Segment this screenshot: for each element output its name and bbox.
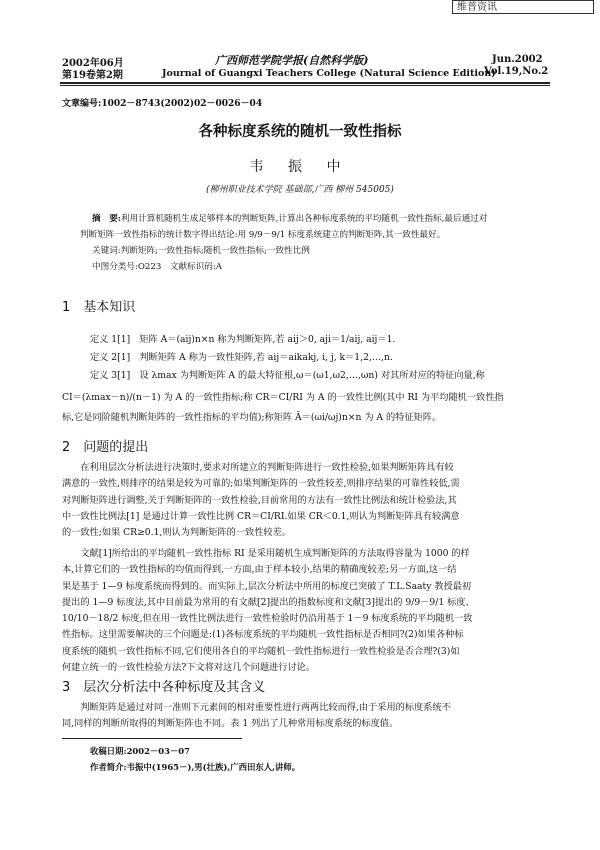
header-rule-thin [60,85,550,86]
definition-3: 定义 3[1] 设 λmax 为判断矩阵 A 的最大特征根,ω＝(ω1,ω2,…,ωn) 对其所对应的特征向量,称 [90,370,485,381]
abstract-line1: 利用计算机随机生成足够样本的判断矩阵,计算出各种标度系统的平均随机一致性指标,最后通过对 [120,214,488,224]
definition-3-line2: CI＝(λmax－n)/(n－1) 为 A 的一致性指标;称 CR＝CI/RI 为 A 的一致性比例(其中 RI 为平均随机一致性指 [62,392,504,403]
text-line: 10/10－18/2 标度,但在用一致性比例法进行一致性检验时仍沿用基于 1－9 标度系统的平均随机一致 [62,613,473,625]
definition-2: 定义 2[1] 判断矩阵 A 称为一致性矩阵,若 aij＝aikakj, i, j, k＝1,2,…,n. [90,352,393,363]
abstract [92,212,562,227]
text-line: 度系统的随机一致性指标不同,它们使用各自的平均随机一致性指标进行一致性检验是否合理?(3)如 [62,645,460,657]
section2-heading: 2 问题的提出 [62,440,149,455]
top-label: 维普资讯 [457,2,497,13]
abstract-label: 摘 要: [92,214,121,224]
top-label-box [452,0,594,14]
definition-1: 定义 1[1] 矩阵 A＝(aij)n×n 称为判断矩阵,若 aij＞0, aji＝1/aij, aij＝1. [90,334,396,345]
text-line: 果是基于 1—9 标度系统而得到的。而实际上,层次分析法中所用的标度已突破了 T.L.Saaty 教授最初 [62,580,472,592]
section1-heading: 1 基本知识 [62,300,136,315]
paper-title: 各种标度系统的随机一致性指标 [198,124,402,140]
text-line: 性指标。这里需要解决的三个问题是:(1)各标度系统的平均随机一致性指标是否相同?(2)如果各种标 [62,629,464,641]
footnote-rule [62,738,242,739]
journal-title-en: Journal of Guangxi Teachers College (Natural Science Edition) [162,68,496,79]
author-bio: 作者简介:韦振中(1965－),男(壮族),广西田东人,讲师。 [90,762,301,772]
received-date: 收稿日期:2002－03－07 [90,746,190,756]
section2-paragraph1 [62,460,562,541]
text-line: 对判断矩阵进行调整,关于判断矩阵的一致性检验,目前常用的方法有一致性比例法和统计检验法,其 [62,494,457,506]
header-volume: 第19卷第2期 [62,70,123,81]
classification: 中图分类号:O223 文献标识码:A [92,262,222,272]
text-line: 中一致性比例法[1] 是通过计算一致性比例 CR＝CI/RI.如果 CR＜0.1,则认为判断矩阵具有较满意 [62,510,460,522]
affiliation: (柳州职业技术学院 基础部,广西 柳州 545005) [206,185,394,195]
section2-paragraph2 [62,546,562,676]
header-date-en: Jun.2002 [492,54,543,65]
definition-3-line3: 标,它是同阶随机判断矩阵的一致性指标的平均值);称矩阵 Ā＝(ωi/ωj)n×n 为 A 的特征矩阵。 [62,412,442,423]
text-line: 何建立统一的一致性检验方法?下文将对这几个问题进行讨论。 [62,662,315,674]
text-line: 满意的一致性,则排序的结果是较为可靠的;如果判断矩阵的一致性较差,则排序结果的可靠性较低,需 [62,478,460,490]
article-number: 文章编号:1002－8743(2002)02－0026－04 [62,99,263,109]
text-line: 同,同样的判断所取得的判断矩阵也不同。表 1 列出了几种常用标度系统的标度值。 [62,718,399,730]
text-line: 判断矩阵是通过对同一准则下元素间的相对重要性进行两两比较而得,由于采用的标度系统不 [62,702,451,713]
text-line: 提出的 1—9 标度法,其中目前最为常用的有文献[2]提出的指数标度和文献[3]提出的 9/9－9/1 标度、 [62,596,475,608]
section3-heading: 3 层次分析法中各种标度及其含义 [62,680,266,695]
journal-title-cn: 广西师范学院学报(自然科学版) [215,54,369,67]
header-volume-en: Vol.19,No.2 [484,66,549,77]
header-rule-thick [60,82,550,84]
keywords: 关键词:判断矩阵;一致性指标;随机一致性指标;一致性比例 [92,246,310,256]
header-date: 2002年06月 [62,58,124,69]
section3-paragraph1 [62,700,562,733]
text-line: 在利用层次分析法进行决策时,要求对所建立的判断矩阵进行一致性检验,如果判断矩阵具有较 [62,462,454,473]
text-line: 的一致性;如果 CR≥0.1,则认为判断矩阵的一致性较差。 [62,527,291,539]
abstract-line2: 判断矩阵一致性指标的统计数字得出结论:用 9/9－9/1 标度系统建立的判断矩阵,其一致性最好。 [80,230,446,240]
author: 韦 振 中 [249,159,351,175]
text-line: 本,计算它们的一致性指标的均值而得到,一方面,由于样本较小,结果的精确度较差;另一方面,这一结 [62,564,457,576]
text-line: 文献[1]所给出的平均随机一致性指标 RI 是采用随机生成判断矩阵的方法取得容量为 1000 的样 [62,548,470,559]
